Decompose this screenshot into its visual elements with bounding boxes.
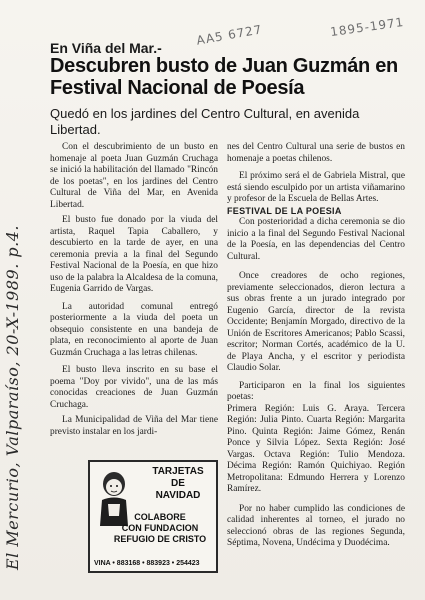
article-kicker: En Viña del Mar.- bbox=[50, 40, 162, 56]
ad-title-line: DE bbox=[171, 478, 185, 489]
paragraph: Primera Región: Luis G. Araya. Tercera Región: Julia Pinto. Cuarta Región: Margarita Pino. Quinta Región: Jaime Gómez, Renán Ponce y Silvia López. Sexta Región: José Vargas. Octava Región: Tulio Mendoza. Décima Región: Ramón Quichiyao. Región Metropolitana: Edmundo Herrera y Lorenzo Ramírez. bbox=[227, 403, 405, 494]
archive-stamp-years: 1895-1971 bbox=[329, 14, 406, 40]
article-subhead: Quedó en los jardines del Centro Cultural, en avenida Libertad. bbox=[50, 106, 360, 137]
article-column-right bbox=[227, 142, 405, 550]
paragraph: Once creadores de ocho regiones, previamente seleccionados, dieron lectura a sus obras frente a un jurado integrado por Eugenio García, director de la revista Occidente; Benjamín Morgado, directivo de la Unión de Escritores Americanos; Pablo Scassi, escritor; Norman Cortés, académico de la U. de Playa Ancha, y el escritor y periodista Claudio Solar. bbox=[227, 271, 405, 373]
paragraph: nes del Centro Cultural una serie de bustos en homenaje a poetas chilenos. bbox=[227, 142, 405, 164]
archive-stamp-code: AA5 6727 bbox=[195, 22, 264, 48]
article-column-left bbox=[50, 142, 218, 438]
ad-title bbox=[140, 466, 216, 502]
ad-phone-footer: VIÑA • 883168 • 883923 • 254423 bbox=[94, 560, 200, 567]
handwritten-source-note: El Mercurio, Valparaíso, 20-X-1989. p.4. bbox=[3, 225, 22, 570]
ad-body bbox=[104, 512, 216, 545]
section-heading: FESTIVAL DE LA POESIA bbox=[227, 205, 342, 216]
ad-body-line: COLABORE bbox=[134, 512, 186, 522]
ad-title-line: NAVIDAD bbox=[155, 490, 201, 501]
paragraph: La Municipalidad de Viña del Mar tiene previsto instalar en los jardi- bbox=[50, 415, 218, 437]
paragraph: Con el descubrimiento de un busto en homenaje al poeta Juan Guzmán Cruchaga se inició la habilitación del llamado "Rincón de los poetas", en los jardines del Centro Cultural de Viña del Mar, en Avenida Libertad. bbox=[50, 142, 218, 210]
paragraph: Participaron en la final los siguientes poetas: bbox=[227, 380, 405, 402]
paragraph: El próximo será el de Gabriela Mistral, que está siendo esculpido por un artista viñamarino y profesor de la Escuela de Bellas Artes. bbox=[227, 171, 405, 204]
paragraph: La autoridad comunal entregó posteriormente a la viuda del poeta un obsequio consistente en una bandeja de plata, en reconocimiento al aporte de Juan Guzmán Cruchaga a las letras chilenas. bbox=[50, 301, 218, 358]
paragraph: El busto lleva inscrito en su base el poema "Doy por vivido", una de las más conocidas creaciones de Juan Guzmán Cruchaga. bbox=[50, 365, 218, 410]
article-headline: Descubren busto de Juan Guzmán en Festival Nacional de Poesía bbox=[50, 55, 398, 99]
paragraph: Con posterioridad a dicha ceremonia se dio inicio a la final del Segundo Festival Nacional de la Poesía, en las dependencias del Centro Cultural. bbox=[227, 217, 405, 262]
ad-body-line: REFUGIO DE CRISTO bbox=[113, 534, 207, 544]
paragraph: El busto fue donado por la viuda del artista, Raquel Tapia Caballero, y descubierto en la tarde de ayer, en una ceremonia previa a la final del Segundo Festival Nacional de la Poesía, en que hizo uso de la palabra la Alcaldesa de la comuna, Eugenia Garrido de Vargas. bbox=[50, 215, 218, 294]
paragraph: Por no haber cumplido las condiciones de calidad inherentes al torneo, el jurado no seleccionó obras de las regiones Segunda, Séptima, Novena, Undécima y Duodécima. bbox=[227, 503, 405, 548]
christmas-card-ad bbox=[88, 460, 218, 573]
ad-body-line: CON FUNDACION bbox=[121, 523, 199, 533]
ad-title-line: TARJETAS bbox=[152, 466, 204, 477]
